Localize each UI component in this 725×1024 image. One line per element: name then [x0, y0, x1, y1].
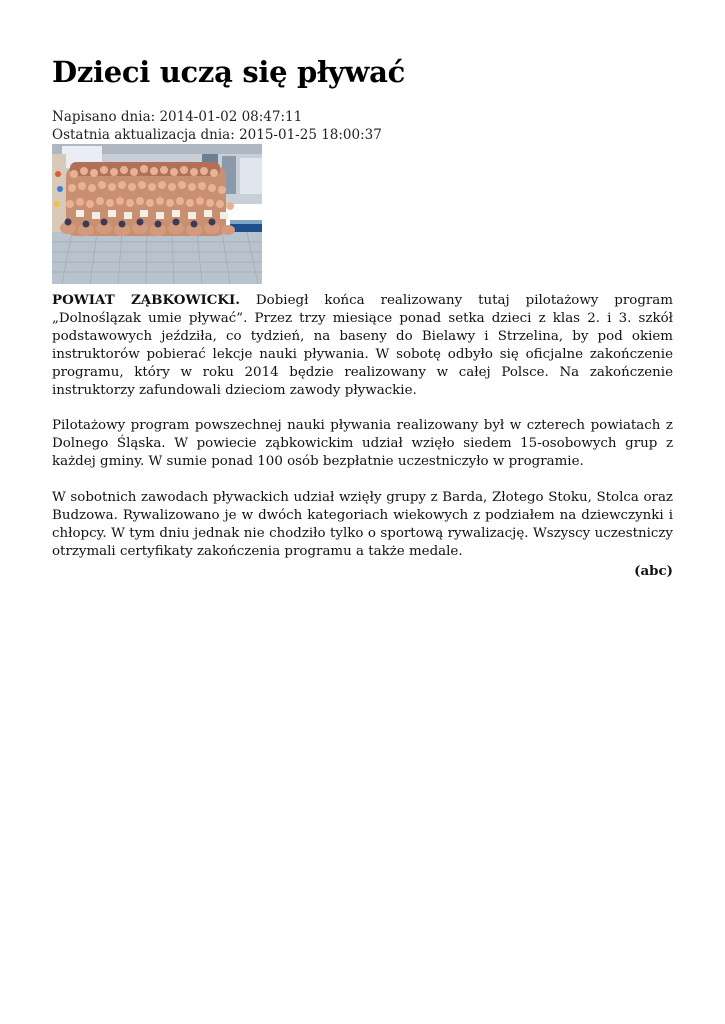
- author-signature: (abc): [634, 562, 673, 579]
- article-title: Dzieci uczą się pływać: [52, 55, 405, 89]
- article-photo: [52, 144, 262, 284]
- lead-paragraph: [52, 292, 673, 399]
- location-label: POWIAT ZĄBKOWICKI.: [52, 292, 240, 308]
- updated-date: Ostatnia aktualizacja dnia: 2015-01-25 18:00:37: [52, 127, 382, 143]
- body-paragraph: Pilotażowy program powszechnej nauki pływania realizowany był w czterech powiatach z Dolnego Śląska. W powiecie ząbkowickim udział wzięło siedem 15-osobowych grup z każdej gminy. W sumie ponad 100 osób bezpłatnie uczestniczyło w programie.: [52, 418, 673, 470]
- lead-text: Dobiegł końca realizowany tutaj pilotażowy program „Dolnoślązak umie pływać”. Przez trzy miesiące ponad setka dzieci z klas 2. i 3. szkół podstawowych jeździła, co tydzień, na baseny do Bielawy i Strzelina, by pod okiem instruktorów pobierać lekcje nauki pływania. W sobotę odbyło się oficjalne zakończenie programu, który w roku 2014 będzie realizowany w całej Polsce. Na zakończenie instruktorzy zafundowali dzieciom zawody pływackie.: [52, 293, 673, 398]
- article-meta: [52, 108, 382, 144]
- published-date: Napisano dnia: 2014-01-02 08:47:11: [52, 109, 303, 125]
- body-paragraph: W sobotnich zawodach pływackich udział wzięły grupy z Barda, Złotego Stoku, Stolca oraz Budzowa. Rywalizowano je w dwóch kategoriach wiekowych z podziałem na dziewczynki i chłopcy. W tym dniu jednak nie chodziło tylko o sportową rywalizację. Wszyscy uczestniczy otrzymali certyfikaty zakończenia programu a także medale.: [52, 490, 673, 559]
- article-body: [52, 292, 673, 581]
